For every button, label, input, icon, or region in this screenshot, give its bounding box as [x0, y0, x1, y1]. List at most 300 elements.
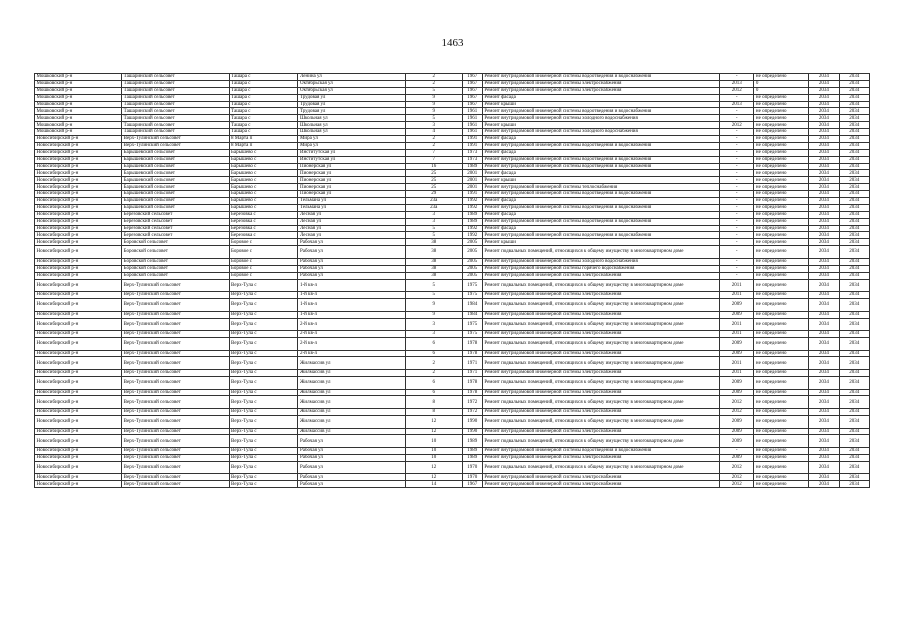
house-number-cell: 6 [405, 337, 462, 350]
build-year-cell: 1972 [462, 409, 482, 416]
house-number-cell: 2 [405, 142, 462, 149]
street-cell: Лесная ул [298, 211, 405, 218]
period-end-cell: 2034 [839, 272, 869, 279]
period-end-cell: 2034 [839, 258, 869, 265]
last-repair-year-cell: - [719, 239, 753, 246]
locality-cell: Ташара с [229, 122, 298, 129]
house-number-cell: 3 [405, 218, 462, 225]
work-type-cell: Ремонт крыши [482, 101, 719, 108]
cost-cell: не определено [754, 389, 809, 396]
table-row [35, 115, 870, 122]
locality-cell: Верх-Тула с [229, 357, 298, 370]
locality-cell: Верх-Тула с [229, 448, 298, 455]
street-cell: Трудовая ул [298, 94, 405, 101]
district-cell: Мошковский р-н [35, 94, 122, 101]
build-year-cell: 1975 [462, 279, 482, 292]
cost-cell: не определено [754, 170, 809, 177]
work-type-cell: Ремонт внутридомовой инженерной системы водоотведения и водоснабжения [482, 218, 719, 225]
cost-cell: не определено [754, 149, 809, 156]
build-year-cell: 1992 [462, 225, 482, 232]
period-end-cell: 2034 [839, 94, 869, 101]
locality-cell: Барышево с [229, 191, 298, 198]
work-type-cell: Ремонт подвальных помещений, относящихся к общему имуществу в многоквартирном доме [482, 461, 719, 474]
table-row [35, 142, 870, 149]
period-end-cell: 2034 [839, 265, 869, 272]
build-year-cell: 2005 [462, 258, 482, 265]
street-cell: Рабочая ул [298, 265, 405, 272]
street-cell: Школьная ул [298, 129, 405, 136]
period-end-cell: 2034 [839, 292, 869, 299]
cost-cell: не определено [754, 481, 809, 488]
locality-cell: Барышево с [229, 149, 298, 156]
period-start-cell: 2034 [809, 409, 839, 416]
table-row [35, 108, 870, 115]
cost-cell: не определено [754, 376, 809, 389]
build-year-cell: 1975 [462, 331, 482, 338]
table-row [35, 87, 870, 94]
build-year-cell: 2001 [462, 184, 482, 191]
cost-cell: не определено [754, 331, 809, 338]
locality-cell: Верх-Тула с [229, 389, 298, 396]
house-number-cell: 23а [405, 204, 462, 211]
locality-cell: Барышево с [229, 184, 298, 191]
last-repair-year-cell: 2011 [719, 318, 753, 331]
table-row [35, 350, 870, 357]
last-repair-year-cell: 2011 [719, 279, 753, 292]
cost-cell: 0 [754, 87, 809, 94]
period-start-cell: 2034 [809, 265, 839, 272]
district-cell: Новосибирский р-н [35, 389, 122, 396]
settlement-cell: Верх-Тулинский сельсовет [122, 474, 229, 481]
work-type-cell: Ремонт подвальных помещений, относящихся к общему имуществу в многоквартирном доме [482, 246, 719, 259]
locality-cell: Березовка с [229, 225, 298, 232]
house-number-cell: 25 [405, 177, 462, 184]
table-row [35, 136, 870, 143]
locality-cell: Ташара с [229, 74, 298, 81]
district-cell: Новосибирский р-н [35, 191, 122, 198]
last-repair-year-cell: - [719, 108, 753, 115]
work-type-cell: Ремонт внутридомовой инженерной системы горячего водоснабжения [482, 265, 719, 272]
district-cell: Новосибирский р-н [35, 218, 122, 225]
table-row [35, 74, 870, 81]
house-number-cell: 5 [405, 115, 462, 122]
house-number-cell: 38 [405, 239, 462, 246]
period-start-cell: 2034 [809, 350, 839, 357]
period-start-cell: 2034 [809, 80, 839, 87]
last-repair-year-cell: 2009 [719, 337, 753, 350]
period-end-cell: 2034 [839, 136, 869, 143]
locality-cell: Березовка с [229, 218, 298, 225]
build-year-cell: 1984 [462, 299, 482, 312]
period-end-cell: 2034 [839, 415, 869, 428]
cost-cell: не определено [754, 184, 809, 191]
cost-cell: не определено [754, 115, 809, 122]
last-repair-year-cell: 2013 [719, 101, 753, 108]
house-number-cell: 12 [405, 415, 462, 428]
period-start-cell: 2034 [809, 170, 839, 177]
locality-cell: Ташара с [229, 108, 298, 115]
cost-cell: не определено [754, 292, 809, 299]
period-start-cell: 2034 [809, 461, 839, 474]
house-number-cell: 9 [405, 108, 462, 115]
street-cell: Жилмассив ул [298, 389, 405, 396]
period-start-cell: 2034 [809, 177, 839, 184]
period-start-cell: 2034 [809, 218, 839, 225]
house-number-cell: 7 [405, 149, 462, 156]
settlement-cell: Барышевский сельсовет [122, 184, 229, 191]
settlement-cell: Верх-Тулинский сельсовет [122, 481, 229, 488]
settlement-cell: Верх-Тулинский сельсовет [122, 292, 229, 299]
street-cell: Октябрьская ул [298, 87, 405, 94]
street-cell: Школьная ул [298, 122, 405, 129]
house-number-cell: 9 [405, 101, 462, 108]
cost-cell: не определено [754, 461, 809, 474]
build-year-cell: 1978 [462, 337, 482, 350]
last-repair-year-cell: 2009 [719, 350, 753, 357]
house-number-cell: 3 [405, 318, 462, 331]
locality-cell: Верх-Тула с [229, 474, 298, 481]
period-start-cell: 2034 [809, 225, 839, 232]
cost-cell: не определено [754, 299, 809, 312]
period-start-cell: 2034 [809, 184, 839, 191]
work-type-cell: Ремонт внутридомовой инженерной системы холодного водоснабжения [482, 115, 719, 122]
work-type-cell: Ремонт фасада [482, 136, 719, 143]
last-repair-year-cell: - [719, 191, 753, 198]
work-type-cell: Ремонт внутридомовой инженерной системы холодного водоснабжения [482, 129, 719, 136]
table-row [35, 279, 870, 292]
table-row [35, 129, 870, 136]
last-repair-year-cell: - [719, 211, 753, 218]
locality-cell: Верх-Тула с [229, 461, 298, 474]
work-type-cell: Ремонт внутридомовой инженерной системы водоотведения и водоснабжения [482, 163, 719, 170]
settlement-cell: Верх-Тулинский сельсовет [122, 415, 229, 428]
cost-cell: не определено [754, 396, 809, 409]
district-cell: Новосибирский р-н [35, 337, 122, 350]
settlement-cell: Барышевский сельсовет [122, 191, 229, 198]
build-year-cell: 1989 [462, 211, 482, 218]
house-number-cell: 38 [405, 246, 462, 259]
table-row [35, 409, 870, 416]
build-year-cell: 1978 [462, 389, 482, 396]
table-row [35, 177, 870, 184]
district-cell: Новосибирский р-н [35, 225, 122, 232]
street-cell: Рабочая ул [298, 272, 405, 279]
house-number-cell: 14 [405, 481, 462, 488]
work-type-cell: Ремонт подвальных помещений, относящихся к общему имуществу в многоквартирном доме [482, 318, 719, 331]
last-repair-year-cell: - [719, 156, 753, 163]
house-number-cell: 6 [405, 389, 462, 396]
locality-cell: Боровое с [229, 265, 298, 272]
district-cell: Новосибирский р-н [35, 246, 122, 259]
cost-cell: не определено [754, 370, 809, 377]
period-end-cell: 2034 [839, 461, 869, 474]
locality-cell: Ташара с [229, 87, 298, 94]
settlement-cell: Ташаринский сельсовет [122, 101, 229, 108]
street-cell: 2-й кв-л [298, 350, 405, 357]
period-start-cell: 2034 [809, 198, 839, 205]
district-cell: Новосибирский р-н [35, 170, 122, 177]
period-end-cell: 2034 [839, 331, 869, 338]
period-start-cell: 2034 [809, 101, 839, 108]
district-cell: Новосибирский р-н [35, 149, 122, 156]
table-row [35, 258, 870, 265]
work-type-cell: Ремонт подвальных помещений, относящихся к общему имуществу в многоквартирном доме [482, 415, 719, 428]
district-cell: Новосибирский р-н [35, 370, 122, 377]
last-repair-year-cell: 2012 [719, 481, 753, 488]
work-type-cell: Ремонт внутридомовой инженерной системы холодного водоснабжения [482, 258, 719, 265]
work-type-cell: Ремонт внутридомовой инженерной системы электроснабжения [482, 331, 719, 338]
house-number-cell: 38 [405, 258, 462, 265]
table-row [35, 337, 870, 350]
build-year-cell: 1975 [462, 318, 482, 331]
cost-cell: не определено [754, 101, 809, 108]
settlement-cell: Барышевский сельсовет [122, 170, 229, 177]
locality-cell: Боровое с [229, 239, 298, 246]
build-year-cell: 1970 [462, 474, 482, 481]
house-number-cell: 9 [405, 299, 462, 312]
table-row [35, 370, 870, 377]
period-end-cell: 2034 [839, 454, 869, 461]
house-number-cell: 6 [405, 376, 462, 389]
table-row [35, 225, 870, 232]
last-repair-year-cell: 2012 [719, 461, 753, 474]
house-number-cell: 12 [405, 461, 462, 474]
last-repair-year-cell: - [719, 136, 753, 143]
locality-cell: Березовка с [229, 232, 298, 239]
last-repair-year-cell: - [719, 142, 753, 149]
house-number-cell: 2 [405, 370, 462, 377]
work-type-cell: Ремонт внутридомовой инженерной системы электроснабжения [482, 272, 719, 279]
build-year-cell: 1961 [462, 122, 482, 129]
work-type-cell: Ремонт внутридомовой инженерной системы водоотведения и водоснабжения [482, 156, 719, 163]
cost-cell: не определено [754, 225, 809, 232]
build-year-cell: 1967 [462, 101, 482, 108]
street-cell: Лесная ул [298, 225, 405, 232]
locality-cell: Боровое с [229, 246, 298, 259]
table-row [35, 265, 870, 272]
last-repair-year-cell: - [719, 258, 753, 265]
work-type-cell: Ремонт крыши [482, 122, 719, 129]
street-cell: Мира ул [298, 136, 405, 143]
house-number-cell: 16 [405, 163, 462, 170]
work-type-cell: Ремонт фасада [482, 198, 719, 205]
settlement-cell: Верх-Тулинский сельсовет [122, 454, 229, 461]
district-cell: Новосибирский р-н [35, 292, 122, 299]
period-end-cell: 2034 [839, 232, 869, 239]
house-number-cell: 9 [405, 311, 462, 318]
settlement-cell: Верх-Тулинский сельсовет [122, 448, 229, 455]
table-row [35, 204, 870, 211]
table-row [35, 218, 870, 225]
street-cell: Пионерская ул [298, 170, 405, 177]
street-cell: 2-й кв-л [298, 318, 405, 331]
cost-cell: не определено [754, 94, 809, 101]
cost-cell: не определено [754, 239, 809, 246]
district-cell: Новосибирский р-н [35, 350, 122, 357]
street-cell: Институтская ул [298, 156, 405, 163]
table-row [35, 198, 870, 205]
period-start-cell: 2034 [809, 331, 839, 338]
house-number-cell: 10 [405, 448, 462, 455]
settlement-cell: Верх-Тулинский сельсовет [122, 435, 229, 448]
locality-cell: Боровое с [229, 272, 298, 279]
last-repair-year-cell: - [719, 94, 753, 101]
period-start-cell: 2034 [809, 163, 839, 170]
build-year-cell: 2001 [462, 177, 482, 184]
period-end-cell: 2034 [839, 142, 869, 149]
period-end-cell: 2034 [839, 211, 869, 218]
build-year-cell: 1967 [462, 87, 482, 94]
house-number-cell: 25 [405, 184, 462, 191]
settlement-cell: Верх-Тулинский сельсовет [122, 142, 229, 149]
district-cell: Мошковский р-н [35, 74, 122, 81]
table-row [35, 191, 870, 198]
period-end-cell: 2034 [839, 177, 869, 184]
locality-cell: 8 Марта п [229, 136, 298, 143]
table-row [35, 376, 870, 389]
period-end-cell: 2034 [839, 184, 869, 191]
build-year-cell: 1989 [462, 448, 482, 455]
table-row [35, 461, 870, 474]
period-start-cell: 2034 [809, 272, 839, 279]
period-end-cell: 2034 [839, 246, 869, 259]
cost-cell: не определено [754, 218, 809, 225]
district-cell: Мошковский р-н [35, 87, 122, 94]
house-number-cell: 38 [405, 272, 462, 279]
district-cell: Новосибирский р-н [35, 428, 122, 435]
table-row [35, 428, 870, 435]
build-year-cell: 1978 [462, 376, 482, 389]
work-type-cell: Ремонт внутридомовой инженерной системы электроснабжения [482, 454, 719, 461]
house-number-cell: 10 [405, 454, 462, 461]
period-start-cell: 2034 [809, 357, 839, 370]
settlement-cell: Березовский сельсовет [122, 232, 229, 239]
street-cell: Жилмассив ул [298, 415, 405, 428]
period-end-cell: 2034 [839, 198, 869, 205]
street-cell: Мира ул [298, 142, 405, 149]
table-row [35, 101, 870, 108]
cost-cell: не определено [754, 177, 809, 184]
locality-cell: Ташара с [229, 115, 298, 122]
settlement-cell: Верх-Тулинский сельсовет [122, 136, 229, 143]
street-cell: Пионерская ул [298, 177, 405, 184]
work-type-cell: Ремонт внутридомовой инженерной системы электроснабжения [482, 474, 719, 481]
locality-cell: Верх-Тула с [229, 331, 298, 338]
house-number-cell: 5 [405, 279, 462, 292]
settlement-cell: Барышевский сельсовет [122, 198, 229, 205]
period-start-cell: 2034 [809, 292, 839, 299]
district-cell: Новосибирский р-н [35, 239, 122, 246]
locality-cell: Барышево с [229, 156, 298, 163]
build-year-cell: 1990 [462, 428, 482, 435]
locality-cell: Ташара с [229, 94, 298, 101]
period-end-cell: 2034 [839, 239, 869, 246]
settlement-cell: Барышевский сельсовет [122, 156, 229, 163]
settlement-cell: Барышевский сельсовет [122, 204, 229, 211]
street-cell: 2-й кв-л [298, 337, 405, 350]
street-cell: Лесная ул [298, 218, 405, 225]
work-type-cell: Ремонт внутридомовой инженерной системы электроснабжения [482, 311, 719, 318]
locality-cell: Верх-Тула с [229, 370, 298, 377]
period-start-cell: 2034 [809, 337, 839, 350]
period-end-cell: 2034 [839, 163, 869, 170]
period-start-cell: 2034 [809, 258, 839, 265]
settlement-cell: Барышевский сельсовет [122, 149, 229, 156]
cost-cell: не определено [754, 428, 809, 435]
house-number-cell: 12 [405, 474, 462, 481]
street-cell: Школьная ул [298, 115, 405, 122]
work-type-cell: Ремонт внутридомовой инженерной системы электроснабжения [482, 87, 719, 94]
locality-cell: Верх-Тула с [229, 337, 298, 350]
cost-cell: не определено [754, 265, 809, 272]
cost-cell: не определено [754, 232, 809, 239]
locality-cell: Ташара с [229, 129, 298, 136]
table-row [35, 156, 870, 163]
locality-cell: Верх-Тула с [229, 318, 298, 331]
table-row [35, 299, 870, 312]
cost-cell: не определено [754, 357, 809, 370]
table-row [35, 184, 870, 191]
period-end-cell: 2034 [839, 299, 869, 312]
last-repair-year-cell: - [719, 184, 753, 191]
locality-cell: Ташара с [229, 80, 298, 87]
period-end-cell: 2034 [839, 115, 869, 122]
locality-cell: Верх-Тула с [229, 396, 298, 409]
work-type-cell: Ремонт подвальных помещений, относящихся к общему имуществу в многоквартирном доме [482, 337, 719, 350]
period-start-cell: 2034 [809, 396, 839, 409]
period-start-cell: 2034 [809, 454, 839, 461]
period-end-cell: 2034 [839, 74, 869, 81]
table-row [35, 396, 870, 409]
last-repair-year-cell: 2009 [719, 428, 753, 435]
period-end-cell: 2034 [839, 357, 869, 370]
last-repair-year-cell: - [719, 149, 753, 156]
last-repair-year-cell: - [719, 232, 753, 239]
table-row [35, 94, 870, 101]
street-cell: 1-й кв-л [298, 279, 405, 292]
district-cell: Новосибирский р-н [35, 163, 122, 170]
period-end-cell: 2034 [839, 481, 869, 488]
last-repair-year-cell: - [719, 170, 753, 177]
period-end-cell: 2034 [839, 191, 869, 198]
build-year-cell: 1991 [462, 142, 482, 149]
work-type-cell: Ремонт подвальных помещений, относящихся к общему имуществу в многоквартирном доме [482, 435, 719, 448]
table-row [35, 481, 870, 488]
settlement-cell: Верх-Тулинский сельсовет [122, 376, 229, 389]
settlement-cell: Боровской сельсовет [122, 246, 229, 259]
work-type-cell: Ремонт внутридомовой инженерной системы водоотведения и водоснабжения [482, 74, 719, 81]
last-repair-year-cell: 2009 [719, 435, 753, 448]
cost-cell: не определено [754, 198, 809, 205]
last-repair-year-cell: - [719, 177, 753, 184]
house-number-cell: 2 [405, 136, 462, 143]
house-number-cell: 9 [405, 94, 462, 101]
period-end-cell: 2034 [839, 376, 869, 389]
build-year-cell: 1978 [462, 350, 482, 357]
build-year-cell: 1989 [462, 435, 482, 448]
district-cell: Новосибирский р-н [35, 211, 122, 218]
table-row [35, 292, 870, 299]
settlement-cell: Боровской сельсовет [122, 265, 229, 272]
period-start-cell: 2034 [809, 211, 839, 218]
cost-cell: не определено [754, 122, 809, 129]
district-cell: Новосибирский р-н [35, 156, 122, 163]
work-type-cell: Ремонт фасада [482, 170, 719, 177]
table-row [35, 474, 870, 481]
street-cell: Жилмассив ул [298, 409, 405, 416]
period-start-cell: 2034 [809, 279, 839, 292]
cost-cell: не определено [754, 163, 809, 170]
